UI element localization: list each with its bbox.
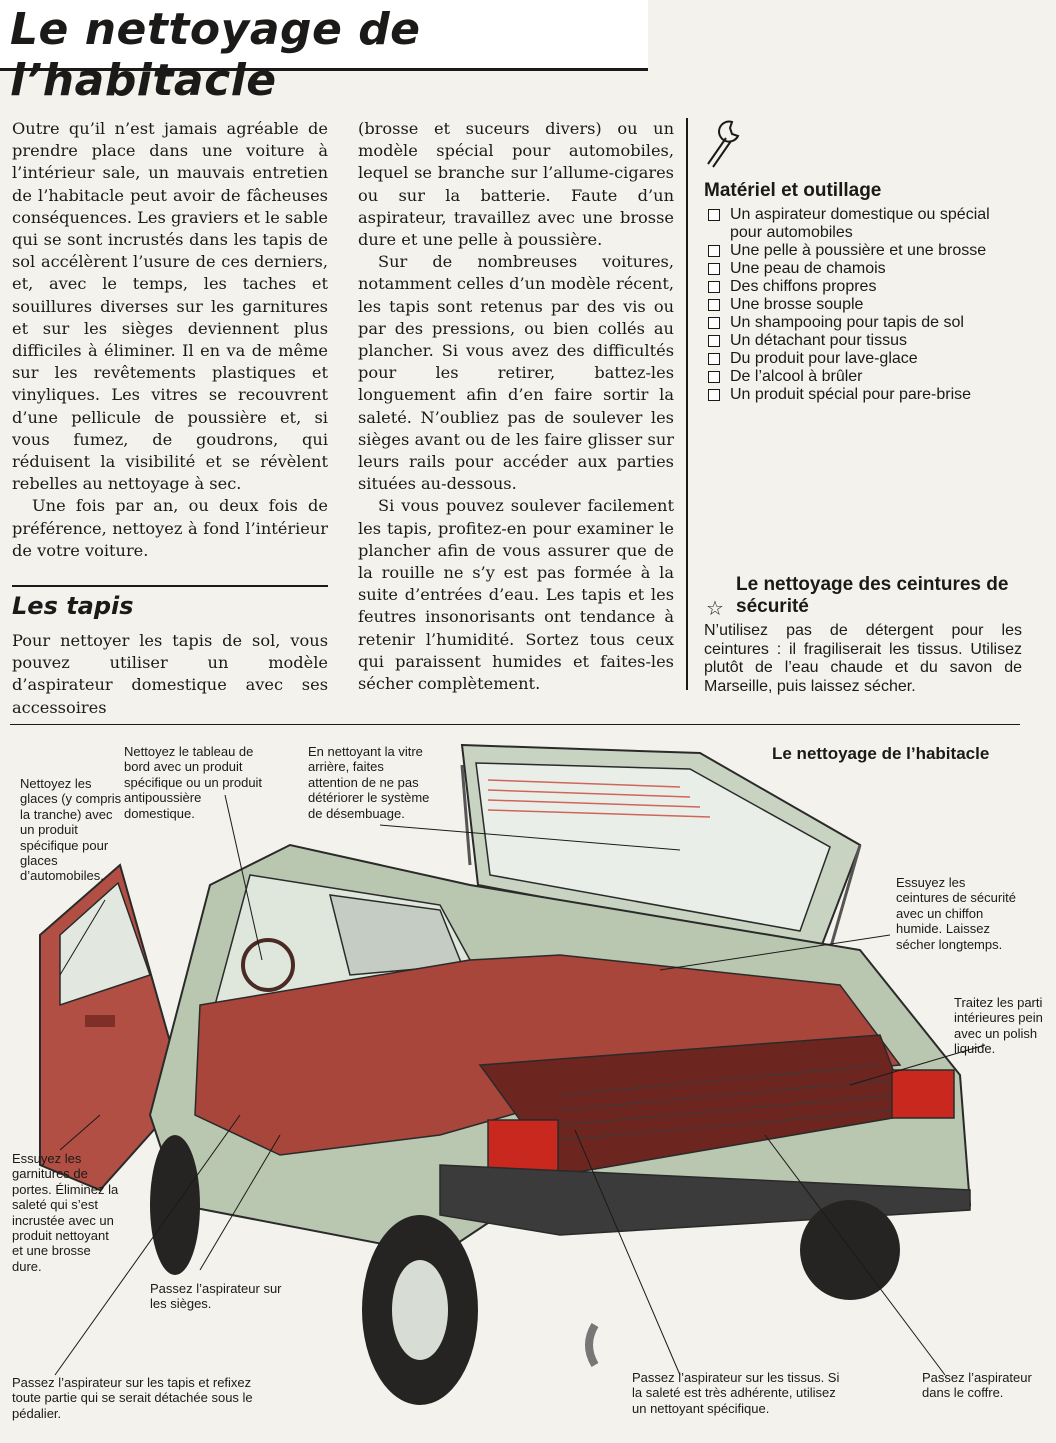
checkbox-icon [708, 281, 720, 293]
tools-item: Un aspirateur domestique ou spécial pour automobiles [706, 206, 1026, 242]
label-portes: Essuyez les garnitures de portes. Éliminez la saleté qui s’est incrustée avec un produit nettoyant et une brosse dure. [12, 1151, 119, 1274]
article-paragraph: Sur de nombreuses voitures, notamment celles d’un modèle récent, les tapis sont retenus par des vis ou par des pressions, ou bien collés au plancher. Si vous avez des difficultés pour les retirer, battez-les longuement afin d’en faire sortir la saleté. N’oubliez pas de soulever les sièges avant ou de les faire glisser sur leurs rails pour accéder aux parties situées au-dessous. [358, 252, 674, 494]
section-title: Les tapis [12, 592, 134, 620]
label-tableau: Nettoyez le tableau de bord avec un produit spécifique ou un produit antipoussière domestique. [124, 744, 263, 821]
car-illustration [0, 735, 1056, 1443]
label-ceintures: Essuyez les ceintures de sécurité avec un chiffon humide. Laissez sécher longtemps. [896, 875, 1016, 952]
tail-light-right [892, 1070, 954, 1118]
label-glaces: Nettoyez les glaces (y compris la tranche) avec un produit spécifique pour glaces d’automobiles. [20, 776, 122, 884]
tools-list [706, 206, 1026, 404]
tools-item: Du produit pour lave-glace [706, 350, 1026, 368]
belts-box [704, 574, 1022, 696]
tools-item: Un produit spécial pour pare-brise [706, 386, 1026, 404]
article-paragraph: (brosse et suceurs divers) ou un modèle spécial pour automobiles, lequel se branche sur l’allume-cigares ou sur la batterie. Faute d’un aspirateur, travaillez avec une brosse dure et une pelle à poussière. [358, 119, 674, 250]
tools-box [686, 118, 1026, 404]
tools-item: Des chiffons propres [706, 278, 1026, 296]
figure-title: Le nettoyage de l’habitacle [772, 744, 990, 763]
title-bar [0, 0, 648, 106]
checkbox-icon [708, 371, 720, 383]
star-icon: ☆ [706, 598, 724, 620]
belts-title: Le nettoyage des ceintures de sécurité [736, 574, 1009, 617]
front-wheel [150, 1135, 200, 1275]
article-paragraph: Une fois par an, ou deux fois de préférence, nettoyez à fond l’intérieur de votre voiture. [12, 496, 328, 560]
tools-item: Un shampooing pour tapis de sol [706, 314, 1026, 332]
checkbox-icon [708, 389, 720, 401]
checkbox-icon [708, 263, 720, 275]
tools-item: Une pelle à poussière et une brosse [706, 242, 1026, 260]
checkbox-icon [708, 245, 720, 257]
checkbox-icon [708, 353, 720, 365]
label-tissus: Passez l’aspirateur sur les tissus. Si la saleté est très adhérente, utilisez un nettoyant spécifique. [632, 1370, 840, 1416]
label-tapis: Passez l’aspirateur sur les tapis et refixez toute partie qui se serait détachée sous le pédalier. [12, 1375, 253, 1421]
article-column-1 [12, 118, 328, 562]
article-paragraph: Si vous pouvez soulever facilement les tapis, profitez-en pour examiner le plancher afin de vous assurer que de la rouille ne s’y est pas formée à la suite d’entrées d’eau. Les tapis et les feutres insonorisants ont tendance à retenir l’humidité. Sortez tous ceux qui paraissent humides et faites-les sécher complètement. [358, 496, 674, 694]
tools-item: Une peau de chamois [706, 260, 1026, 278]
checkbox-icon [708, 209, 720, 221]
article-paragraph: Pour nettoyer les tapis de sol, vous pouvez utiliser un modèle d’aspirateur domestique avec ses accessoires [12, 631, 328, 717]
checkbox-icon [708, 335, 720, 347]
label-vitre: En nettoyant la vitre arrière, faites attention de ne pas détériorer le système de désembuage. [308, 744, 430, 821]
label-coffre: Passez l’aspirateur dans le coffre. [922, 1370, 1032, 1401]
belts-text: N’utilisez pas de détergent pour les ceintures : il fragiliserait les tissus. Utilisez plutôt de l’eau chaude et du savon de Marseille, puis laissez sécher. [704, 622, 1022, 695]
label-parties: Traitez les parti intérieures pein avec un polish liquide. [954, 995, 1043, 1057]
checkbox-icon [708, 299, 720, 311]
tools-item: Un détachant pour tissus [706, 332, 1026, 350]
rear-wheel-right [800, 1200, 900, 1300]
article-column-1-continued [12, 630, 328, 719]
article-paragraph: Outre qu’il n’est jamais agréable de prendre place dans une voiture à l’intérieur sale, un mauvais entretien de l’habitacle peut avoir de fâcheuses conséquences. Les graviers et le sable qui se sont incrustés dans les tapis de sol accélèrent l’usure de ces derniers, et, avec le temps, les taches et souillures diverses sur les garnitures et sur les sièges deviennent plus difficiles à éliminer. Il en va de même sur les revêtements plastiques et vinyliques. Les vitres se recouvrent d’une pellicule de poussière et, si vous fumez, de goudrons, qui réduisent la visibilité et se révèlent rebelles au nettoyage à sec. [12, 119, 328, 494]
page-title: Le nettoyage de l’habitacle [10, 4, 421, 106]
tools-item: Une brosse souple [706, 296, 1026, 314]
wrench-icon [704, 118, 744, 170]
article-column-2 [358, 118, 674, 695]
tools-title: Matériel et outillage [704, 180, 882, 201]
tail-light-left [488, 1120, 558, 1175]
label-sieges: Passez l’aspirateur sur les sièges. [150, 1281, 282, 1312]
figure-divider [10, 724, 1020, 725]
tools-item: De l’alcool à brûler [706, 368, 1026, 386]
checkbox-icon [708, 317, 720, 329]
section-divider [12, 585, 328, 587]
